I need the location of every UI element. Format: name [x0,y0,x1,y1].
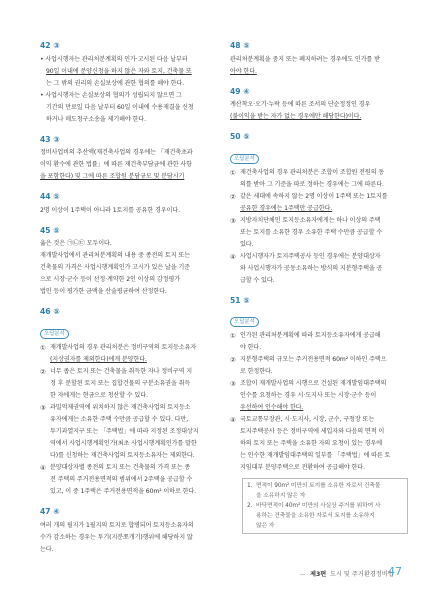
text-line: 하의 토지 또는 주택을 소유한 자의 요청이 있는 경우에 [240,440,383,448]
item-text [50,366,216,402]
note-number: 1. [247,483,253,490]
text-line: 하거나 매도청구소송을 제기해야 한다. [46,115,146,123]
text-line: 는다. [40,545,54,553]
item-number: ④ [230,252,236,261]
text-line: 같은 세대에 속하지 않는 2명 이상이 1주택 또는 1토지를 [240,192,388,200]
note-item [247,481,403,501]
list-item [230,191,408,215]
text-line: 여러 개의 필지가 1필지의 토지로 합병되어 토지등소유자의 [40,521,194,529]
text-line: • 사업시행자는 손실보상의 협의가 성립되지 않으면 그 [40,91,182,99]
text-line [230,111,408,123]
item-text [240,330,408,354]
text-line: 또는 토지를 소유한 경우 소유한 주택 수만큼 공급할 수 [240,228,383,236]
list-item [40,462,216,498]
wrong-answer-analysis-badge: 오답분석 [230,317,259,327]
right-column [230,42,408,534]
text-line-underlined: (지상권자를 제외한다)에게 분양한다. [50,355,147,363]
text-line: 옳은 것은 ㉠㉡㉢ 모두이다. [40,240,112,248]
wrong-answer-analysis-badge: 오답분석 [40,329,69,339]
text-line: 정비사업비의 추산액(재건축사업의 경우에는 「재건축초과 [40,149,193,157]
item-text [240,354,408,378]
item-text [240,191,408,215]
answer-47-label: 47 ④ [40,506,60,516]
answer-44-label: 44 ⑤ [40,192,60,202]
list-item [230,167,408,191]
list-item [40,342,216,366]
text-line: 급할 수 있다. [240,276,275,284]
text-line: 인수를 요청하는 경우 시·도지사 또는 시장·군수 등이 [240,392,377,400]
item-text [50,462,216,498]
text-line: 면적이 90m² 미만의 토지를 소유한 자로서 건축물 [256,483,381,490]
text-line: 는 인수한 재개발임대주택의 일부를 「주택법」에 따른 토 [240,452,391,460]
text-line: 인가된 관리처분계획에 따라 토지등소유자에게 공급해 [240,332,381,340]
text-line: 다)를 신청하는 재건축사업의 토지등소유자는 제외한다. [50,451,195,459]
note-number: 2. [247,503,253,510]
text-line: 조합이 재개발사업의 시행으로 건설된 재개발임대주택의 [240,380,387,388]
list-item [230,251,408,287]
text-line: 지분형주택의 규모는 주거전용면적 60m² 이하인 주택으 [240,356,387,364]
answer-43-label: 43 ③ [40,134,60,144]
item-number: ② [230,356,236,365]
text-line: 재개발사업의 경우 관리처분은 정비구역의 토지등소유자 [50,343,197,351]
text-line-underlined: 공유한 경우에는 1주택만 공급한다. [240,204,333,212]
item-number: ③ [230,380,236,389]
page-number: 47 [388,565,402,578]
text-line: 역에서 사업시행계획인가(최초 사업시행계획인가를 말한 [50,439,197,447]
item-text [50,402,216,462]
text-line-underlined: 을 포함한다) 및 그에 따른 조합원 분담규모 및 분담시기 [40,173,185,181]
text-line: 유자에게는 소유한 주택 수만큼 공급할 수 있다. 다만, [50,415,189,423]
item-number: ③ [230,216,236,225]
text-line: 투기과열지구 또는 「주택법」에 따라 지정된 조정대상지 [50,427,199,435]
text-line: 있다. [240,240,254,248]
text-line: 법인 등이 평가한 금액을 산술평균하여 산정한다. [40,288,167,296]
text-line [40,66,216,78]
item-text [240,215,408,251]
note-text [256,481,403,501]
text-line: 의를 받아 그 기준을 따로 정하는 경우에는 그에 따른다. [240,180,384,188]
text-line: 는 그 밖의 권리의 손실보상에 관한 협의를 해야 한다. [46,79,185,87]
text-line: 기간의 만료일 다음 날부터 60일 이내에 수용재결을 신청 [46,103,194,111]
text-line: • 사업시행자는 관리처분계획의 인가·고시된 다음 날부터 [40,55,188,63]
item-number: ② [230,192,236,201]
item-text [240,414,408,474]
answer-50-label: 50 ⑤ [230,132,250,142]
note-item [247,501,403,531]
text-line: 지임대부 분양주택으로 전환하여 공급해야 한다. [240,464,365,472]
item-text [240,378,408,414]
text-line: 수가 감소하는 경우는 투기(지분쪼개기)행위에 해당하지 않 [40,533,193,541]
text-line: 와 사업시행자가 공동소유하는 방식의 지분형주택을 공 [240,264,383,272]
text-line: 있고, 이 중 1주택은 주거전용면적을 60m² 이하로 한다. [50,487,196,495]
wrong-answer-analysis-badge: 오답분석 [230,154,259,164]
text-line: 건축물의 가격은 사업시행계획인가 고시가 있은 날을 기준 [40,264,190,272]
text-line: 않은 자 [256,523,275,530]
text-line: 토지주택공사 등은 정비구역에 세입자와 다음의 면적 이 [240,428,385,436]
answer-45-label: 45 ⑤ [40,225,60,235]
text-line: 계산착오·오기·누락 등에 따른 조서의 단순정정인 경우 [230,101,371,109]
text-line: 지방자치단체인 토지등소유자에게는 하나 이상의 주택 [240,216,381,224]
list-item [230,378,408,414]
footer-divider [300,574,305,575]
text-line: 바닥면적이 40m² 미만의 사실상 주거를 위하여 사 [256,503,381,510]
text-line-part: 관리처분계획을 중지 또는 폐지하려는 경우에도 인가를 받 [230,55,380,63]
text-line [230,66,408,78]
answer-49-label: 49 ④ [230,86,250,96]
item-number: ① [230,332,236,341]
list-item [230,215,408,251]
text-line [230,54,408,66]
page-footer [0,565,440,585]
text-line-underlined: 아야 한다. [230,67,257,75]
list-item [40,366,216,402]
text-line: 너무 좁은 토지 또는 건축물을 취득한 자나 정비구역 지 [50,367,193,375]
text-line: 을 소유하지 않은 자 [256,493,306,500]
text-line: 재건축사업의 경우 관리처분은 조합이 조합원 전원의 동 [240,168,385,176]
item-number: ③ [40,403,46,412]
text-line: 으로 시장·군수 등이 선정·계약한 2인 이상의 감정평가 [40,276,180,284]
footer-title: 도시 및 주거환경정비법 [330,571,394,578]
text-line: 로 한정한다. [240,368,273,376]
item-text [240,251,408,287]
text-line: 이익 환수에 관한 법률」에 따른 재건축부담금에 관한 사항 [40,161,192,169]
text-line: 분양대상자별 종전의 토지 또는 건축물의 가격 또는 종 [50,463,191,471]
footer-part: 제3편 [310,571,327,578]
answer-51-label: 51 ⑤ [230,295,250,305]
note-text [256,501,403,531]
list-item [230,354,408,378]
item-number: ④ [230,416,236,425]
answer-48-label: 48 ⑤ [230,41,250,50]
item-text [50,342,216,366]
item-text [240,167,408,191]
text-line-underlined: (불이익을 받는 자가 없는 경우에만 해당한다)이다. [230,113,362,121]
text-line: 과밀억제권역에 위치하지 않은 재건축사업의 토지등소 [50,403,191,411]
text-line: 2명 이상이 1주택이 아니라 1토지를 공유한 경우이다. [40,206,180,214]
answer-42-bullet-1 [40,54,216,90]
text-line: 국토교통부장관, 시·도지사, 시장, 군수, 구청장 또는 [240,416,375,424]
answer-42-label: 42 ③ [40,41,60,50]
text-line [40,171,216,183]
text-line: 한 자에게는 현금으로 청산할 수 있다. [50,391,148,399]
text-line: 재개발사업에서 관리처분계획의 내용 중 종전의 토지 또는 [40,252,190,260]
item-number: ② [40,367,46,376]
list-item [230,330,408,354]
list-item [230,414,408,474]
text-line-underlined: 우선하여 인수해야 한다. [240,404,304,412]
item-number: ① [40,343,46,352]
text-line: 전 주택의 주거전용면적의 범위에서 2주택을 공급할 수 [50,475,193,483]
note-box [242,478,408,534]
list-item [40,402,216,462]
text-line: 야 한다. [240,344,262,352]
answer-42-bullet-2 [40,90,216,126]
text-line-underlined: 90일 이내에 분양신청을 하지 않은 자와 토지, 건축물 또 [46,67,192,75]
text-line: 사업시행자가 토지주택공사 등인 경우에는 분양대상자 [240,252,381,260]
left-column [40,42,216,556]
item-number: ① [230,168,236,177]
text-line: 정 후 분할된 토지 또는 집합건물의 구분소유권을 취득 [50,379,191,387]
answer-46-label: 46 ⑤ [40,307,60,317]
text-line: 용하는 건축물을 소유한 자로서 토지를 소유하지 [256,513,375,520]
item-number: ④ [40,463,46,472]
